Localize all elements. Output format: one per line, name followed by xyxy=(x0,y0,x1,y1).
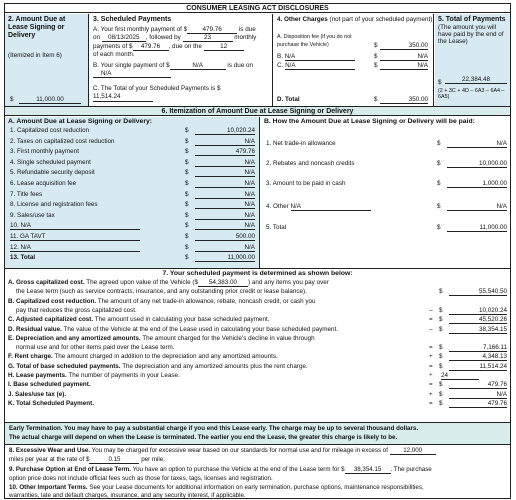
calc-amount-e: 7,166.11 xyxy=(449,344,507,352)
excessive-wear-line-1 xyxy=(9,447,509,455)
calc-line-d xyxy=(8,326,338,333)
calc-heading: A. Gross capitalized cost. xyxy=(8,279,85,286)
disposition-fee-label-2: purchase the Vehicle) xyxy=(277,42,329,48)
calc-amount-f: 4,348.13 xyxy=(449,353,507,361)
monthly-text: monthly xyxy=(234,34,257,41)
first-payment-line xyxy=(93,26,256,34)
scheduled-payments-box xyxy=(90,14,273,106)
itemization-a-dollar: $ xyxy=(185,222,189,230)
itemization-a-label: 2. Taxes on capitalized cost reduction xyxy=(10,137,115,145)
other-terms-line-1 xyxy=(9,484,509,491)
charge-c-amount: N/A xyxy=(380,62,428,70)
calc-line-f xyxy=(8,353,278,360)
calc-dollar: $ xyxy=(439,390,443,398)
calc-operator-minus: – xyxy=(429,306,433,314)
total-of-payments-formula: (2 + 3C + 4D – 6A3 – 6A4 – 6A5) xyxy=(438,88,505,101)
itemization-a-dollar: $ xyxy=(185,180,189,187)
calc-heading: J. Sales/use tax (e). xyxy=(8,390,67,398)
section-6b-title: B. How the Amount Due at Lease Signing or Delivery will be paid: xyxy=(264,118,475,125)
itemization-b-dollar: $ xyxy=(437,160,441,167)
excessive-wear-line-2 xyxy=(9,456,509,464)
section-7-title: 7. Your scheduled payment is determined as shown below: xyxy=(162,270,353,277)
amount-due-dollar: $ xyxy=(10,96,14,103)
calc-line-a xyxy=(8,279,329,287)
itemization-b-label: 1. Net trade-in allowance xyxy=(266,140,336,147)
calc-operator-eq: = xyxy=(429,344,433,352)
due-day: 12 xyxy=(204,43,244,51)
itemization-b-label: 2. Rebates and noncash credits xyxy=(266,160,355,167)
itemization-a-label: 7. Title fees xyxy=(10,190,43,198)
itemization-a-amount: N/A xyxy=(195,180,255,188)
other-total-dollar: $ xyxy=(374,96,378,103)
lease-disclosure-form xyxy=(4,3,511,499)
calc-heading: G. Total of base scheduled payments. xyxy=(8,362,121,370)
section-6a-title: A. Amount Due at Lease Signing or Delivery: xyxy=(8,118,153,125)
calc-line-a xyxy=(16,288,307,295)
amount-due-title: 2. Amount Due at Lease Signing or Delivery xyxy=(8,16,66,39)
mileage-rate: 0.15 xyxy=(89,456,139,464)
disposition-fee-amount: 350.00 xyxy=(380,42,428,50)
itemization-a-amount: 479.76 xyxy=(195,148,255,156)
calc-heading: B. Capitalized cost reduction. xyxy=(8,297,97,305)
payment-amount-line xyxy=(93,43,244,51)
charge-b-label xyxy=(277,53,355,61)
calc-dollar: $ xyxy=(439,288,443,296)
calc-operator-eq: = xyxy=(429,381,433,389)
calc-amount-h: 24 xyxy=(441,372,479,380)
itemization-a-dollar: $ xyxy=(185,254,189,262)
early-termination-notice xyxy=(5,423,510,445)
calc-operator-minus: – xyxy=(429,325,433,333)
calc-text: the Lease term (such as service contracts, insurance, and any outstanding prior credit or lease balance). xyxy=(16,288,307,296)
calc-heading: C. Adjusted capitalized cost. xyxy=(8,316,94,324)
itemization-a-amount: N/A xyxy=(195,191,255,199)
itemization-a-amount: N/A xyxy=(195,159,255,167)
calc-heading: E. Depreciation and any amortized amounts. xyxy=(8,334,141,342)
itemization-a-label: 10. N/A xyxy=(10,222,140,230)
first-payment-amount: 479.76 xyxy=(187,26,237,34)
mileage-limit: 12,000 xyxy=(390,447,436,455)
consumer-leasing-header: CONSUMER LEASING ACT DISCLOSURES xyxy=(5,4,510,13)
calc-line-g xyxy=(8,363,308,370)
disposition-dollar: $ xyxy=(374,42,378,49)
calc-heading: I. Base scheduled payment. xyxy=(8,381,91,389)
itemization-a-label: 6. Lease acquisition fee xyxy=(10,180,77,187)
single-payment-date: N/A xyxy=(93,70,171,78)
calc-dollar: $ xyxy=(439,316,443,324)
calc-text: normal use and for other items paid over the Lease term. xyxy=(16,344,175,352)
calc-heading: F. Rent charge. xyxy=(8,353,53,361)
excessive-wear-title: 8. Excessive Wear and Use. xyxy=(9,447,91,454)
itemization-a-amount: N/A xyxy=(195,222,255,230)
vehicle-value: 54,383.00 xyxy=(198,279,248,287)
itemization-a-label: 3. First monthly payment xyxy=(10,148,79,156)
amount-due-itemization xyxy=(5,117,260,268)
calc-line-c xyxy=(8,316,269,323)
itemization-a-amount: N/A xyxy=(195,212,255,220)
other-charges-title: 4. Other Charges xyxy=(277,16,328,23)
monthly-payment-amount: 479.76 xyxy=(133,43,169,51)
total-of-payments-box xyxy=(435,14,511,106)
calc-amount-k: 479.76 xyxy=(449,400,507,408)
calc-text: The number of payments in your Lease. xyxy=(68,372,180,379)
is-due-text: is due xyxy=(238,26,256,33)
first-date-line xyxy=(93,34,256,42)
other-charges-total: 350.00 xyxy=(380,96,428,104)
itemization-a-label: 1. Capitalized cost reduction xyxy=(10,127,90,134)
scheduled-payments-title: 3. Scheduled Payments xyxy=(93,16,172,23)
disposition-fee-label: A. Disposition fee (if you do not xyxy=(277,34,352,40)
other-charges-header xyxy=(277,16,432,23)
per-mile-text: per mile. xyxy=(141,456,165,463)
charge-b-dollar: $ xyxy=(374,53,378,60)
itemization-a-dollar: $ xyxy=(185,201,189,209)
itemization-b-label-text: 4. Other xyxy=(266,203,289,210)
itemization-b-amount: 11,000.00 xyxy=(447,224,507,232)
calc-line-e xyxy=(16,344,175,351)
itemization-b-dollar: $ xyxy=(437,224,441,231)
itemization-a-label: 9. Sales/use tax xyxy=(10,211,55,219)
amount-due-value: 11,000.00 xyxy=(19,96,81,104)
due-on-the-text: , due on the xyxy=(168,43,202,50)
calc-line-j xyxy=(8,391,66,398)
other-terms-title: 10. Other Important Terms. xyxy=(9,484,88,491)
itemization-a-label: 5. Refundable security deposit xyxy=(10,169,95,177)
itemization-a-amount: N/A xyxy=(195,169,255,177)
purchase-option-line-1 xyxy=(9,466,509,474)
calc-amount-a: 55,540.50 xyxy=(449,288,507,296)
purchase-option-line-2: option price does not include official fees such as those for taxes, tags, licenses and registration. xyxy=(9,475,273,482)
payments-of-text: payments of $ xyxy=(93,43,133,50)
charge-c-dollar: $ xyxy=(374,62,378,69)
calc-text: The amount of any net trade-in allowance, rebate, noncash credit, or cash you xyxy=(97,297,316,305)
calc-line-h xyxy=(8,372,180,379)
total-of-payments-title: 5. Total of Payments xyxy=(438,16,506,23)
total-payments-dollar: $ xyxy=(438,79,442,86)
calc-text: The amount charged in addition to the depreciation and any amortized amounts. xyxy=(54,353,278,361)
calc-text: The depreciation and any amortized amounts plus the rent charge. xyxy=(122,362,308,370)
single-payment-line xyxy=(93,62,253,70)
amount-due-box xyxy=(5,14,89,106)
on-text: on xyxy=(93,34,101,41)
calc-line-k xyxy=(8,400,94,407)
itemization-a-dollar: $ xyxy=(185,190,189,198)
amount-due-note: (Itemized in Item 6) xyxy=(8,52,62,59)
total-scheduled-amount: 11,514.24 xyxy=(93,93,153,102)
itemization-a-label: 4. Single scheduled payment xyxy=(10,158,91,166)
itemization-a-label: 8. License and registration fees xyxy=(10,201,98,209)
calc-operator-plus: + xyxy=(429,353,433,361)
calc-text: The agreed upon value of the Vehicle ($ xyxy=(86,279,198,286)
calc-line-i xyxy=(8,381,91,388)
purchase-option-text: You have an option to purchase the Vehicle at the end of the Lease term for $ xyxy=(132,466,345,473)
calc-heading: D. Residual value. xyxy=(8,325,62,333)
calc-amount-j: N/A xyxy=(449,391,507,399)
itemization-a-amount: N/A xyxy=(195,244,255,252)
calc-dollar: $ xyxy=(439,362,443,370)
itemization-b-label: 3. Amount to be paid in cash xyxy=(266,180,346,187)
calc-operator-eq: = xyxy=(429,362,433,370)
calc-amount-c: 45,520.26 xyxy=(449,316,507,324)
calc-text: The amount charged for the Vehicle's decline in value through xyxy=(142,334,315,342)
calc-operator-eq: = xyxy=(429,399,433,407)
calc-text: pay that reduces the gross capitalized cost. xyxy=(16,306,137,314)
itemization-a-label: 13. Total xyxy=(10,254,36,262)
purchase-option-title: 9. Purchase Option at End of Lease Term. xyxy=(9,466,131,473)
total-of-payments-amount: 22,384.48 xyxy=(445,76,507,84)
itemization-a-dollar: $ xyxy=(185,137,189,145)
purchase-option-price: 38,354.15 xyxy=(345,466,391,474)
itemization-a-label: 12. N/A xyxy=(10,244,140,252)
itemization-b-amount: N/A xyxy=(447,140,507,148)
calc-line-b xyxy=(8,298,316,305)
calc-operator-plus: + xyxy=(429,390,433,398)
itemization-b-label xyxy=(266,203,371,211)
each-month-text: of each month. xyxy=(93,51,135,58)
calc-dollar: $ xyxy=(439,344,443,352)
charge-b-name: N/A xyxy=(285,53,355,61)
itemization-a-amount: N/A xyxy=(195,138,255,146)
calc-line-e xyxy=(8,335,315,342)
calc-amount-g: 11,514.24 xyxy=(449,363,507,371)
itemization-a-label: 11. GA TAVT xyxy=(10,233,140,241)
followed-by-text: , followed by xyxy=(145,34,181,41)
single-payment-amount: N/A xyxy=(170,62,226,70)
calc-text: ) and any items you pay over xyxy=(247,279,329,286)
calc-amount-d: 38,354.15 xyxy=(449,326,507,334)
divider xyxy=(5,268,510,269)
itemization-a-dollar: $ xyxy=(185,169,189,177)
itemization-a-amount: 11,000.00 xyxy=(195,254,255,262)
calc-dollar: $ xyxy=(439,381,443,389)
calc-heading: H. Lease payments. xyxy=(8,372,67,379)
itemization-b-label: 5. Total xyxy=(266,224,287,231)
other-charges-total-label: D. Total xyxy=(277,96,300,103)
single-payment-text: B. Your single payment of $ xyxy=(93,62,170,69)
itemization-a-amount: N/A xyxy=(195,201,255,209)
itemization-b-amount: N/A xyxy=(447,203,507,211)
itemization-b-dollar: $ xyxy=(437,140,441,147)
due-on-text: is due on xyxy=(227,62,253,69)
itemization-a-dollar: $ xyxy=(185,127,189,134)
calc-dollar: $ xyxy=(439,353,443,361)
payment-count: 23 xyxy=(183,34,233,42)
itemization-a-dollar: $ xyxy=(185,148,189,156)
charge-c-name: N/A xyxy=(285,62,355,70)
first-payment-date: 08/13/2025 xyxy=(102,34,146,42)
other-terms-text: See your Lease documents for additional information on early termination, purchase options, maintenance responsibilities, xyxy=(89,484,424,491)
single-date-line xyxy=(93,70,171,78)
calc-text: The value of the Vehicle at the end of the Lease used in calculating your base scheduled payment. xyxy=(63,325,338,333)
total-scheduled-text: C. The Total of your Scheduled Payments is $ xyxy=(93,85,221,92)
itemization-a-amount: 500.00 xyxy=(195,233,255,241)
calc-text: The amount used in calculating your base scheduled payment. xyxy=(94,316,270,324)
calc-line-b xyxy=(16,307,137,314)
mileage-rate-text: miles per year at the rate of $ xyxy=(9,456,90,463)
calc-heading: K. Total Scheduled Payment. xyxy=(8,399,94,407)
calc-operator-eq: = xyxy=(429,316,433,324)
itemization-b-other-name: N/A xyxy=(291,203,371,211)
first-payment-text: A. Your first monthly payment of $ xyxy=(93,26,188,33)
excessive-wear-text: You may be charged for excessive wear based on our standards for normal use and for mileage in excess of xyxy=(91,447,388,454)
charge-b-amount: N/A xyxy=(380,53,428,61)
calc-dollar: $ xyxy=(439,306,443,314)
early-termination-line-2: The actual charge will depend on when the Lease is terminated. The earlier you end the Lease, the greater this charge is likely to be. xyxy=(9,434,398,441)
itemization-a-dollar: $ xyxy=(185,158,189,166)
itemization-b-amount: 1,000.00 xyxy=(447,180,507,188)
itemization-b-dollar: $ xyxy=(437,203,441,210)
charge-c-letter: C. xyxy=(277,62,284,69)
calc-dollar: $ xyxy=(439,325,443,333)
purchase-option-text-2: . The purchase xyxy=(390,466,432,473)
how-paid-itemization xyxy=(261,117,511,268)
calc-amount-b: 10,020.24 xyxy=(449,307,507,315)
other-charges-subtitle: (not part of your scheduled payment) xyxy=(329,16,433,23)
total-scheduled-line xyxy=(93,85,268,102)
itemization-b-dollar: $ xyxy=(437,180,441,187)
itemization-header: 6. Itemization of Amount Due at Lease Signing or Delivery xyxy=(5,107,510,116)
other-charges-box xyxy=(274,14,434,106)
itemization-b-amount: 10,000.00 xyxy=(447,160,507,168)
charge-b-letter: B. xyxy=(277,53,283,60)
early-termination-line-1: Early Termination. You may have to pay a substantial charge if you end this Lease early. The charge may be up to several thousand dollars. xyxy=(9,425,419,432)
itemization-a-dollar: $ xyxy=(185,243,189,251)
itemization-a-amount: 10,020.24 xyxy=(195,127,255,135)
calc-operator-div: ÷ xyxy=(429,372,433,379)
calc-amount-i: 479.76 xyxy=(449,381,507,389)
calc-dollar: $ xyxy=(439,399,443,407)
other-terms-line-2: warranties, late and default charges, insurance, and any security interest, if applicable. xyxy=(9,492,246,499)
charge-c-label xyxy=(277,62,355,70)
itemization-a-dollar: $ xyxy=(185,233,189,240)
itemization-a-dollar: $ xyxy=(185,211,189,219)
total-of-payments-desc: (The amount you will have paid by the end of the Lease) xyxy=(438,24,504,46)
